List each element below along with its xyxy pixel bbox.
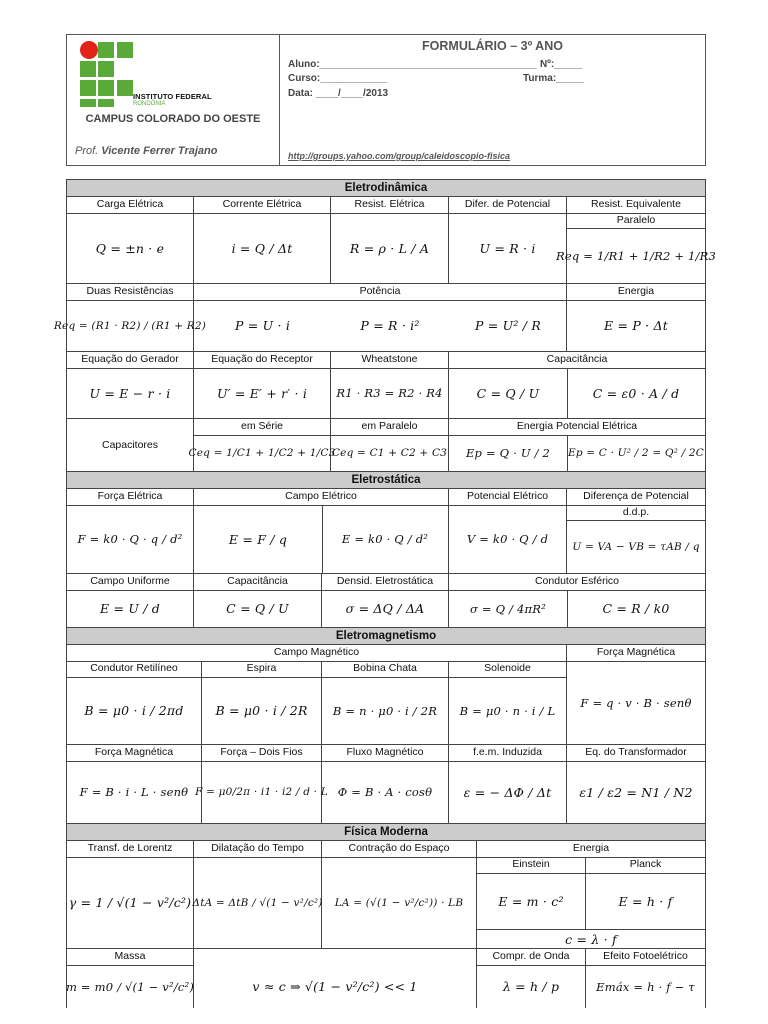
ed-formula-ep-cu: Ep = C · U² / 2 = Q² / 2C — [567, 447, 705, 459]
fm-row-1 — [66, 840, 706, 948]
es-formula-condutor-sigma: σ = Q / 4πR² — [470, 601, 546, 616]
es-label-capacitancia: Capacitância — [194, 574, 321, 591]
ed-label-serie: em Série — [194, 419, 330, 436]
es-formula-potencial: V = k0 · Q / d — [466, 532, 549, 546]
fm-cell-einstein — [477, 857, 586, 930]
em-formula-transformador: ε1 / ε2 = N1 / N2 — [579, 784, 693, 800]
form-title: FORMULÁRIO – 3º ANO — [422, 39, 563, 53]
ed-label-potencia: Potência — [194, 284, 566, 301]
ed-formula-gerador: U = E − r · i — [89, 385, 171, 401]
fm-label-dilatacao: Dilatação do Tempo — [194, 841, 321, 858]
ed-formula-potencia-ri2: P = R · i² — [360, 318, 420, 333]
ed-label-carga: Carga Elétrica — [67, 197, 193, 214]
fm-cell-energia — [477, 841, 705, 948]
ed-cell-req-paralelo — [556, 197, 716, 283]
ed-cell-potencia — [194, 284, 567, 351]
ed-label-capacitancia: Capacitância — [449, 352, 705, 369]
curso-field[interactable] — [288, 73, 584, 84]
em-cell-solenoide — [449, 661, 566, 744]
fm-label-energia: Energia — [477, 841, 705, 858]
fm-label-contracao: Contração do Espaço — [322, 841, 476, 858]
formula-sheet — [53, 179, 716, 1008]
ed-label-ddp: Difer. de Potencial — [449, 197, 566, 214]
em-cell-forca-magnetica — [567, 645, 705, 744]
ed-row-4 — [66, 418, 706, 471]
ed-cell-receptor — [194, 352, 331, 418]
ed-cell-capacitancia — [449, 352, 705, 418]
section-eletrostatica: Eletrostática — [66, 471, 706, 488]
es-cell-densidade — [322, 574, 449, 627]
header-form-panel — [280, 35, 705, 165]
em-label-dois-fios: Força – Dois Fios — [202, 745, 321, 762]
ed-label-paralelo: em Paralelo — [331, 419, 448, 436]
fm-label-massa: Massa — [67, 949, 193, 966]
es-formula-ddp: U = VA − VB = τAB / q — [572, 540, 700, 553]
fm-label-comprimento: Compr. de Onda — [477, 949, 585, 966]
aluno-label: Aluno:_______________________________________ — [288, 59, 537, 70]
em-formula-espira: B = μ0 · i / 2R — [215, 703, 308, 718]
section-fisica-moderna: Física Moderna — [66, 823, 706, 840]
es-cell-forca — [67, 489, 194, 573]
em-label-solenoide: Solenoide — [449, 661, 566, 678]
em-cell-retilineo — [67, 661, 202, 744]
em-row-2 — [66, 744, 706, 823]
professor-line — [75, 145, 217, 157]
em-formula-retilineo: B = μ0 · i / 2πd — [84, 703, 184, 718]
em-label-bobina: Bobina Chata — [322, 661, 448, 678]
ed-formula-capacitancia-eps: C = ε0 · A / d — [592, 385, 680, 401]
em-cell-forca-fio — [67, 745, 202, 823]
es-label-ddp: Diferença de Potencial — [567, 489, 705, 506]
ed-formula-carga: Q = ±n · e — [95, 240, 165, 256]
fm-cell-fotoeletrico — [586, 949, 705, 1008]
em-formula-bobina: B = n · μ0 · i / 2R — [332, 703, 438, 718]
ed-cell-wheatstone — [331, 352, 449, 418]
es-formula-forca: F = k0 · Q · q / d² — [77, 532, 183, 546]
em-cell-fluxo — [322, 745, 449, 823]
fm-formula-comprimento: λ = h / p — [502, 979, 560, 994]
ed-cell-serie — [188, 419, 336, 471]
es-label-condutor: Condutor Esférico — [449, 574, 705, 591]
em-label-forca-fio: Força Magnética — [67, 745, 201, 762]
em-formula-dois-fios: F = μ0/2π · i1 · i2 / d · L — [195, 786, 328, 798]
es-sublabel-ddp: d.d.p. — [567, 505, 705, 521]
numero-field[interactable]: Nº:_____ — [540, 59, 583, 70]
es-label-campo-uniforme: Campo Uniforme — [67, 574, 193, 591]
fm-formula-planck: E = h · f — [618, 894, 673, 909]
fm-cell-planck — [586, 857, 705, 930]
ed-cell-corrente — [194, 197, 331, 283]
ed-label-ep: Energia Potencial Elétrica — [449, 419, 705, 436]
institution-state: RONDÔNIA — [133, 101, 166, 107]
ed-formula-duas-res: Req = (R1 · R2) / (R1 + R2) — [53, 319, 207, 332]
fm-cell-massa — [67, 949, 194, 1008]
fm-formula-onda: c = λ · f — [565, 931, 617, 947]
ed-formula-ep-qu: Ep = Q · U / 2 — [465, 446, 551, 460]
ed-label-duas-res: Duas Resistências — [67, 284, 193, 301]
campus-name: CAMPUS COLORADO DO OESTE — [85, 113, 261, 125]
ed-row-3 — [66, 351, 706, 418]
em-label-transformador: Eq. do Transformador — [567, 745, 705, 762]
em-cell-fem — [449, 745, 567, 823]
institution-name: INSTITUTO FEDERAL — [133, 92, 212, 101]
em-row-1 — [66, 644, 706, 744]
fm-formula-aproximacao: v ≈ c ⇒ √(1 − v²/c²) << 1 — [252, 979, 418, 994]
es-formula-densidade: σ = ΔQ / ΔA — [345, 601, 425, 616]
ed-formula-wheatstone: R1 · R3 = R2 · R4 — [336, 386, 443, 400]
fm-cell-comprimento — [477, 949, 586, 1008]
ed-formula-potencia-u2r: P = U² / R — [475, 318, 541, 333]
em-formula-fluxo: Φ = B · A · cosθ — [337, 785, 433, 799]
ed-cell-carga — [67, 197, 194, 283]
es-cell-capacitancia — [194, 574, 322, 627]
ed-formula-serie: Ceq = 1/C1 + 1/C2 + 1/C3 — [188, 447, 336, 459]
professor-prefix: Prof. — [75, 145, 99, 157]
ed-label-corrente: Corrente Elétrica — [194, 197, 330, 214]
fm-cell-aproximacao — [194, 949, 477, 1008]
ed-cell-ep — [449, 419, 705, 471]
aluno-field[interactable] — [288, 59, 583, 70]
em-label-espira: Espira — [202, 661, 321, 678]
ed-cell-resistencia — [331, 197, 449, 283]
ed-cell-paralelo — [331, 419, 449, 471]
data-field[interactable]: Data: ____/____/2013 — [288, 88, 389, 99]
es-formula-capacitancia: C = Q / U — [226, 601, 289, 616]
fm-formula-einstein: E = m · c² — [498, 894, 564, 909]
es-row-2 — [66, 573, 706, 627]
section-eletrodinamica: Eletrodinâmica — [66, 179, 706, 196]
ed-formula-req-paralelo: Req = 1/R1 + 1/R2 + 1/R3 — [556, 248, 716, 263]
es-cell-campo — [194, 489, 449, 573]
em-formula-forca-magnetica: F = q · v · B · senθ — [580, 695, 692, 710]
es-formula-campo-uniforme: E = U / d — [99, 601, 161, 616]
ed-label-req: Resist. Equivalente — [567, 197, 705, 214]
es-cell-condutor — [449, 574, 705, 627]
fm-label-planck: Planck — [586, 857, 705, 874]
fm-formula-dilatacao: ΔtA = ΔtB / √(1 − v²/c²) — [192, 896, 323, 909]
es-label-potencial: Potencial Elétrico — [449, 489, 566, 506]
em-label-retilineo: Condutor Retilíneo — [67, 661, 201, 678]
ed-label-resistencia: Resist. Elétrica — [331, 197, 448, 214]
ed-label-energia: Energia — [567, 284, 705, 301]
ed-formula-potencia-ui: P = U · i — [234, 318, 291, 333]
em-cell-bobina — [322, 661, 449, 744]
ed-label-receptor: Equação do Receptor — [194, 352, 330, 369]
es-row-1 — [66, 488, 706, 573]
ed-label-gerador: Equação do Gerador — [67, 352, 193, 369]
em-cell-dois-fios — [195, 745, 328, 823]
es-label-forca: Força Elétrica — [67, 489, 193, 506]
fm-formula-contracao: LA = (√(1 − v²/c²)) · LB — [334, 896, 464, 909]
ed-cell-capacitores — [67, 419, 194, 471]
em-cell-espira — [202, 661, 322, 744]
group-link[interactable]: http://groups.yahoo.com/group/caleidoscopio-fisica — [288, 151, 511, 161]
ed-formula-receptor: U′ = E′ + r′ · i — [216, 385, 308, 401]
fm-label-lorentz: Transf. de Lorentz — [67, 841, 193, 858]
professor-name: Vicente Ferrer Trajano — [101, 145, 218, 157]
ed-sublabel-paralelo: Paralelo — [567, 213, 705, 229]
em-cell-campo-magnetico-group — [67, 645, 567, 744]
section-eletromagnetismo: Eletromagnetismo — [66, 627, 706, 644]
es-formula-condutor-c: C = R / k0 — [602, 601, 670, 616]
fm-formula-lorentz: γ = 1 / √(1 − v²/c²) — [68, 895, 192, 910]
es-label-campo: Campo Elétrico — [194, 489, 448, 506]
header-box — [66, 34, 706, 166]
header-logo-panel — [67, 35, 280, 165]
ed-row-2 — [53, 283, 706, 351]
em-label-campo-magnetico: Campo Magnético — [67, 645, 566, 662]
ed-formula-corrente: i = Q / Δt — [231, 240, 293, 256]
ed-row-1 — [66, 196, 716, 283]
fm-cell-dilatacao — [194, 841, 322, 948]
ed-formula-energia: E = P · Δt — [604, 318, 668, 333]
es-cell-campo-uniforme — [67, 574, 194, 627]
fm-row-2 — [66, 948, 706, 1008]
es-formula-campo-kq: E = k0 · Q / d² — [341, 532, 429, 546]
es-formula-campo-fq: E = F / q — [228, 531, 288, 547]
fm-formula-fotoeletrico: Emáx = h · f − τ — [596, 979, 695, 994]
institute-logo-icon — [79, 41, 135, 105]
ed-formula-capacitancia-qu: C = Q / U — [476, 385, 540, 401]
em-label-fluxo: Fluxo Magnético — [322, 745, 448, 762]
em-label-fem: f.e.m. Induzida — [449, 745, 566, 762]
fm-cell-contracao — [322, 841, 477, 948]
ed-cell-ddp — [449, 197, 567, 283]
ed-formula-resistencia: R = ρ · L / A — [349, 240, 430, 256]
turma-field[interactable]: Turma:_____ — [523, 73, 584, 84]
es-label-densidade: Densid. Eletrostática — [322, 574, 448, 591]
em-formula-forca-fio: F = B · i · L · senθ — [79, 785, 189, 799]
em-cell-transformador — [567, 745, 705, 823]
ed-label-wheatstone: Wheatstone — [331, 352, 448, 369]
es-cell-ddp — [567, 489, 705, 573]
em-formula-solenoide: B = μ0 · n · i / L — [459, 703, 556, 718]
ed-formula-ddp: U = R · i — [479, 240, 536, 256]
ed-cell-energia — [567, 284, 705, 351]
fm-cell-lorentz — [67, 841, 194, 948]
ed-cell-duas-res — [53, 284, 207, 351]
fm-formula-massa: m = m0 / √(1 − v²/c²) — [65, 979, 195, 994]
em-label-forca-magnetica: Força Magnética — [567, 645, 705, 662]
fm-label-fotoeletrico: Efeito Fotoelétrico — [586, 949, 705, 966]
ed-label-capacitores: Capacitores — [101, 439, 159, 451]
es-cell-potencial — [449, 489, 567, 573]
curso-label: Curso:____________ — [288, 73, 387, 84]
ed-formula-paralelo: Ceq = C1 + C2 + C3 — [331, 447, 448, 459]
em-formula-fem: ε = − ΔΦ / Δt — [463, 784, 552, 800]
fm-label-einstein: Einstein — [477, 857, 585, 874]
ed-cell-gerador — [67, 352, 194, 418]
